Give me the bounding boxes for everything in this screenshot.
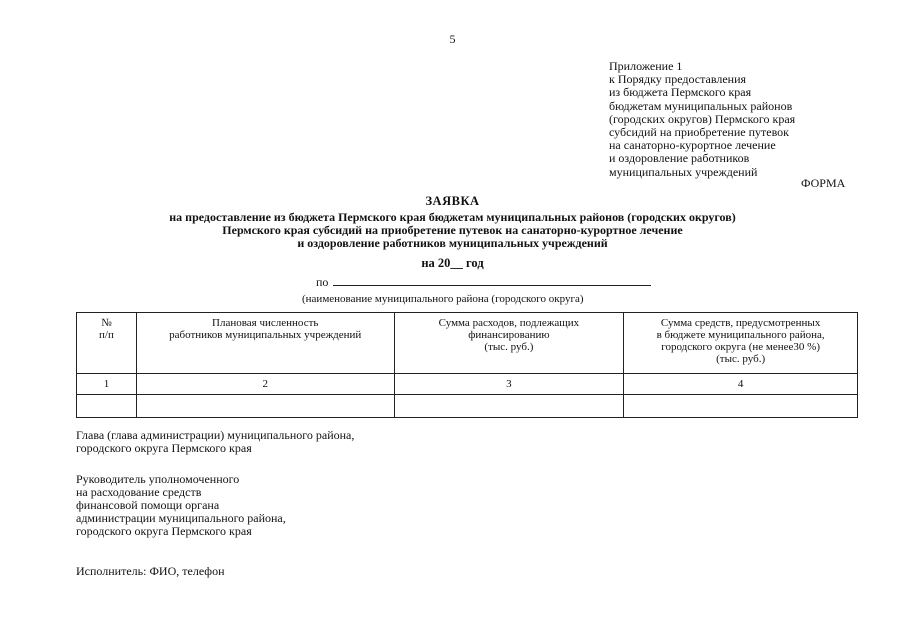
column-number-cell: 3 <box>394 374 624 395</box>
subtitle-line: Пермского края субсидий на приобретение путевок на санаторно-курортное лечение <box>222 223 683 237</box>
header-cell-planned-count: Плановая численность работников муниципальных учреждений <box>136 313 394 374</box>
year-line: на 20__ год <box>421 256 484 270</box>
appendix-line: субсидий на приобретение путевок <box>609 125 789 140</box>
page-number: 5 <box>449 32 456 46</box>
empty-cell[interactable] <box>394 395 624 418</box>
appendix-line: и оздоровление работников <box>609 151 750 166</box>
signature-executor: Исполнитель: ФИО, телефон <box>76 564 225 578</box>
appendix-note <box>609 60 795 179</box>
header-cell-number: № п/п <box>77 313 137 374</box>
subtitle-line: и оздоровление работников муниципальных учреждений <box>297 236 608 250</box>
document-subtitle <box>0 211 905 250</box>
appendix-line: муниципальных учреждений <box>609 164 758 179</box>
po-blank-line <box>333 275 651 286</box>
appendix-line: из бюджета Пермского края <box>609 85 752 100</box>
appendix-line: бюджетам муниципальных районов <box>609 98 793 113</box>
header-cell-expense-sum: Сумма расходов, подлежащих финансированию (тыс. руб.) <box>394 313 624 374</box>
column-number-cell: 1 <box>77 374 137 395</box>
form-label: ФОРМА <box>801 176 846 190</box>
empty-cell[interactable] <box>624 395 858 418</box>
appendix-line: (городских округов) Пермского края <box>609 111 796 126</box>
appendix-line: Приложение 1 <box>609 59 683 73</box>
table-empty-row <box>77 395 858 418</box>
table-header-row <box>77 313 858 374</box>
empty-cell[interactable] <box>136 395 394 418</box>
subtitle-line: на предоставление из бюджета Пермского края бюджетам муниципальных районов (городских округов) <box>169 210 736 224</box>
column-number-cell: 2 <box>136 374 394 395</box>
signature-head: Глава (глава администрации) муниципального района, городского округа Пермского края <box>76 428 355 455</box>
appendix-line: к Порядку предоставления <box>609 72 747 87</box>
po-field <box>316 275 651 290</box>
column-number-cell: 4 <box>624 374 858 395</box>
table-number-row <box>77 374 858 395</box>
application-table <box>76 312 858 418</box>
empty-cell[interactable] <box>77 395 137 418</box>
document-title: ЗАЯВКА <box>425 194 480 208</box>
signature-authorized-manager: Руководитель уполномоченного на расходование средств финансовой помощи органа администрации муниципального района, городского округа Пермского края <box>76 472 286 538</box>
po-caption: (наименование муниципального района (городского округа) <box>302 293 584 305</box>
header-cell-budget-sum: Сумма средств, предусмотренных в бюджете муниципального района, городского округа (не менее30 %) (тыс. руб.) <box>624 313 858 374</box>
appendix-line: на санаторно-курортное лечение <box>609 138 776 153</box>
po-label: по <box>316 275 329 289</box>
